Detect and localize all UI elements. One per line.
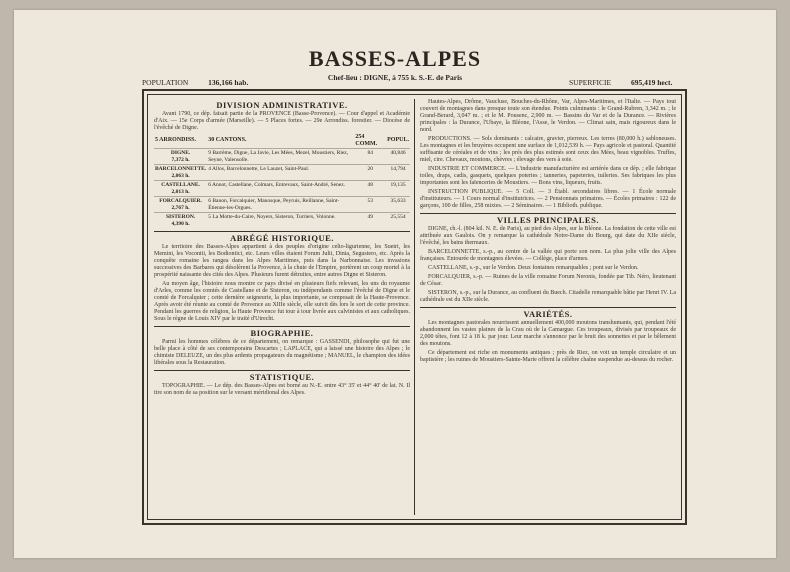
division-heading: DIVISION ADMINISTRATIVE. [216,100,348,110]
ville-castellane: CASTELLANE, s.-p., sur le Verdon. Deux fontaines remarquables ; pont sur le Verdon. [428,265,639,271]
arr-pop: 2,013 h. [171,188,190,195]
document-sheet [14,10,776,558]
table-row [154,149,410,165]
col-popul-header: POPUL. [387,137,409,144]
arr-name: CASTELLANE. [161,182,200,188]
ville-barcelonnette: BARCELONNETTE, s.-p., au centre de la vallée qui porte son nom. La plus jolie ville des Alpes françaises. Entourée de montagnes élevées. — Collège, place d'armes. [420,249,676,262]
col-arr-header: 5 ARRONDISS. [155,137,197,144]
arrondissements-table [154,134,410,228]
canton-count: 6 [208,182,211,188]
ville-forcalquier: FORCALQUIER, s.-p. — Ruines de la ville romaine Forum Neronis, fondée par Tib. Néro, lieutenant de César. [420,274,676,287]
comm-count: 84 [354,149,386,165]
chef-lieu-subtitle: Chef-lieu : DIGNE, à 755 k. S.-E. de Paris [327,73,463,82]
comm-count: 53 [354,197,386,213]
arr-pop: 2,767 h. [171,204,190,211]
superficie-field [569,78,672,87]
arr-pop: 7,372 h. [171,156,190,163]
population-field [142,78,248,87]
table-row [154,213,410,229]
biographie-paragraph: Parmi les hommes célèbres de ce département, on remarque : GASSENDI, philosophe qui fut une belle place à côté de ses contemporains Descartes ; LAPLACE, qui a laissé une histoire des Alpes ; le chimiste DELEUZE, un des plus ardents propagateurs du magnétisme ; MANUEL, le champion des idées libérales sous la Restauration. [154,339,410,366]
content-inner-border [147,94,682,520]
productions-paragraph: PRODUCTIONS. — Sols dominants : calcaire, gravier, pierreux. Les terres (80,000 h.) sabloneuses. Les montagnes et les bruyères occupent une surface de 1,012,539 h. — Pays agricole et pastoral. Quantité suffisante de céréales et de vins ; les prés des plus estimés sont ceux des Mées, beau vignobles. Truffes, miel, cire. Chevaux, moutons, chèvres ; élevage des vers à soie. [420,136,676,163]
population-value: 136,166 hab. [208,78,249,87]
statistique-paragraph: TOPOGRAPHIE. — Le dép. des Basses-Alpes est borné au N.-E. entre 43° 35' et 44° 40' de lat. N. Il tire son nom de sa position sur le versant méridional des Alpes. [154,383,410,396]
comm-count: 20 [354,165,386,181]
popul-count: 14,794 [386,165,410,181]
popul-count: 35,633 [386,197,410,213]
arr-name: FORCALQUIER. [159,198,202,204]
historique-heading: ABRÉGÉ HISTORIQUE. [230,233,334,243]
department-title: BASSES-ALPES [308,46,482,71]
comm-count: 48 [354,181,386,197]
canton-list: Annot, Castellane, Colmars, Entrevaux, Saint-André, Senez. [212,182,346,188]
section-divider [154,326,410,327]
left-column [154,99,410,515]
canton-count: 9 [208,150,211,156]
industrie-paragraph: INDUSTRIE ET COMMERCE. — L'industrie manufacturière est arriérée dans ce dép. ; elle fabrique toiles, draps, cadis, gasquets, quelques poteries ; tanneries, papeteries, tuileries. Ses fabriques les plus importantes sont les faïenceries de Moustiers. — Bons vins, liqueurs, fruits. [420,166,676,186]
right-column [420,99,676,515]
canton-list: La Motte-du-Caire, Noyers, Sisteron, Turriers, Volonne. [212,214,336,220]
section-divider [420,307,676,308]
historique-paragraph-2: Au moyen âge, l'histoire nous montre ce pays divisé en plusieurs fiefs relevant, les uns du royaume d'Arles, comme les comtés de Castellane et de Sisteron, ou indépendants comme l'évêché de Digne et le comté de Forcalquier ; cette dernière seigneurie, la plus importante, se composait de la Haute-Provence. Après avoir été réunie au comté de Provence au XIIIe siècle, elle suivit dès lors le sort de cette province. Pendant les guerres de religion, la Haute Provence fut tour à tour livrée aux calvinistes et aux catholiques. Sous le règne de Louis XIV par le traité d'Utrecht. [154,281,410,322]
table-header-row [154,134,410,149]
col-cantons-header: 30 CANTONS. [208,137,247,144]
section-divider [154,231,410,232]
canton-count: 4 [208,166,211,172]
varietes-paragraph-1: Les montagnes pastorales nourrissent annuellement 400,000 moutons transhumants, qui, pendant l'été abandonnent les vastes plaines de la Crau où de la Camargue. Ces troupeaux, divisés par troupeaux de 2,000 têtes, font 12 à 18 k. par jour. Leur marche s'annonce par le bruit des sonnettes et par le bêlement des moutons. [420,320,676,347]
popul-count: 19,135 [386,181,410,197]
arr-name: DIGNE. [170,150,191,156]
canton-list: Barrême, Digne, La Javie, Les Mées, Mezel, Moustiers, Riez, Seyne, Valensolle. [208,150,349,163]
table-row [154,197,410,213]
page-header [14,10,776,90]
col-comm-header: 254 COMM. [355,134,378,147]
statistique-heading: STATISTIQUE. [249,372,315,382]
ville-sisteron: SISTERON, s.-p., sur la Durance, au confluent du Buech. Citadelle remarquable bâtie par Henri IV. La cathédrale est du XIIe siècle. [420,290,676,303]
division-intro: Avant 1790, ce dép. faisait partie de la PROVENCE (Basse-Provence). — Cour d'appel et Académie d'Aix. — 15e Corps d'armée (Marseille). — 5 Places fortes. — 29e Arrondiss. forestier. — Diocèse de l'évêché de Digne. [154,111,410,131]
section-divider [154,370,410,371]
villes-heading: VILLES PRINCIPALES. [497,215,599,225]
table-row [154,181,410,197]
content-frame [142,89,687,525]
population-label: POPULATION [142,78,189,87]
canton-list: Allos, Barcelonnette, Le Lauzet, Saint-Paul. [212,166,310,172]
varietes-paragraph-2: Ce département est riche en monuments antiques ; près de Riez, on voit un temple circulaire et un baptistère ; les ruines de Moustiers-Sainte-Marie offrent la célèbre chaîne suspendue au-dessus du rocher. [420,350,676,363]
popul-count: 40,846 [386,149,410,165]
instruction-paragraph: INSTRUCTION PUBLIQUE. — 5 Coll. — 3 Établ. secondaires libres. — 1 École normale d'instituteurs. — 1 Cours normal d'institutrices. — 2 Pensionnats primaires. — Écoles primaires : 122 de garçons, 100 de filles, 258 mixtes. — 2 Séminaires. — 1 Biblioth. publique. [420,189,676,209]
section-divider [420,213,676,214]
table-row [154,165,410,181]
varietes-heading: VARIÉTÉS. [523,309,573,319]
biographie-heading: BIOGRAPHIE. [250,328,314,338]
arr-pop: 4,390 h. [171,220,190,227]
historique-paragraph-1: Le territoire des Basses-Alpes appartient à des peuples d'origine celto-ligurienne, les Suetri, les Memini, les Vocontii, les Bodiontici, etc. Leurs villes étaient Forum Julii, Dinia, Segustero, etc. Après la conquête romaine les rangea dans les Alpes Maritimes, puis dans la Narbonnaise. Les invasions successives des Barbares qui désolèrent la Provence, à la chute de l'Empire, portèrent un coup mortel à la prospérité naissante des cités des Alpes. Plusieurs furent détruites, entre autres Digne et Sisteron. [154,244,410,278]
arr-name: SISTERON. [166,214,196,220]
superficie-value: 695,419 hect. [630,78,673,87]
arr-name: BARCELONNETTE. [155,166,207,172]
superficie-label: SUPERFICIE [569,78,612,87]
popul-count: 25,554 [386,213,410,229]
canton-list: Banon, Forcalquier, Manosque, Peyruis, Reillanne, Saint-Étienne-les-Orgues. [208,198,340,211]
canton-count: 6 [208,198,211,204]
topography-continuation: Hautes-Alpes, Drôme, Vaucluse, Bouches-du-Rhône, Var, Alpes-Maritimes, et l'Italie. — Pays tout couvert de montagnes dans presque toute son étendue. Points culminants : le Grand-Rubren, 3,342 m. ; le Grand-Berard, 3,047 m. ; et le M. Pousenc, 2,900 m. — Bassins du Var et de la Durance. — Rivières principales : la Durance, l'Ubaye, la Bléone, l'Asse, le Verdon. — Climat sain, mais rigoureux dans le nord. [420,99,676,133]
canton-count: 5 [208,214,211,220]
comm-count: 49 [354,213,386,229]
arr-pop: 2,063 h. [171,172,190,179]
column-divider [414,99,415,515]
ville-digne: DIGNE, ch.-l. (804 kil. N. E. de Paris), au pied des Alpes, sur la Bléone. La fondation de cette ville est attribuée aux Gaulois. On y remarque la cathédrale Notre-Dame du Bourg, qui date du XIIe siècle, l'évêché, les bains thermaux. [420,226,676,246]
